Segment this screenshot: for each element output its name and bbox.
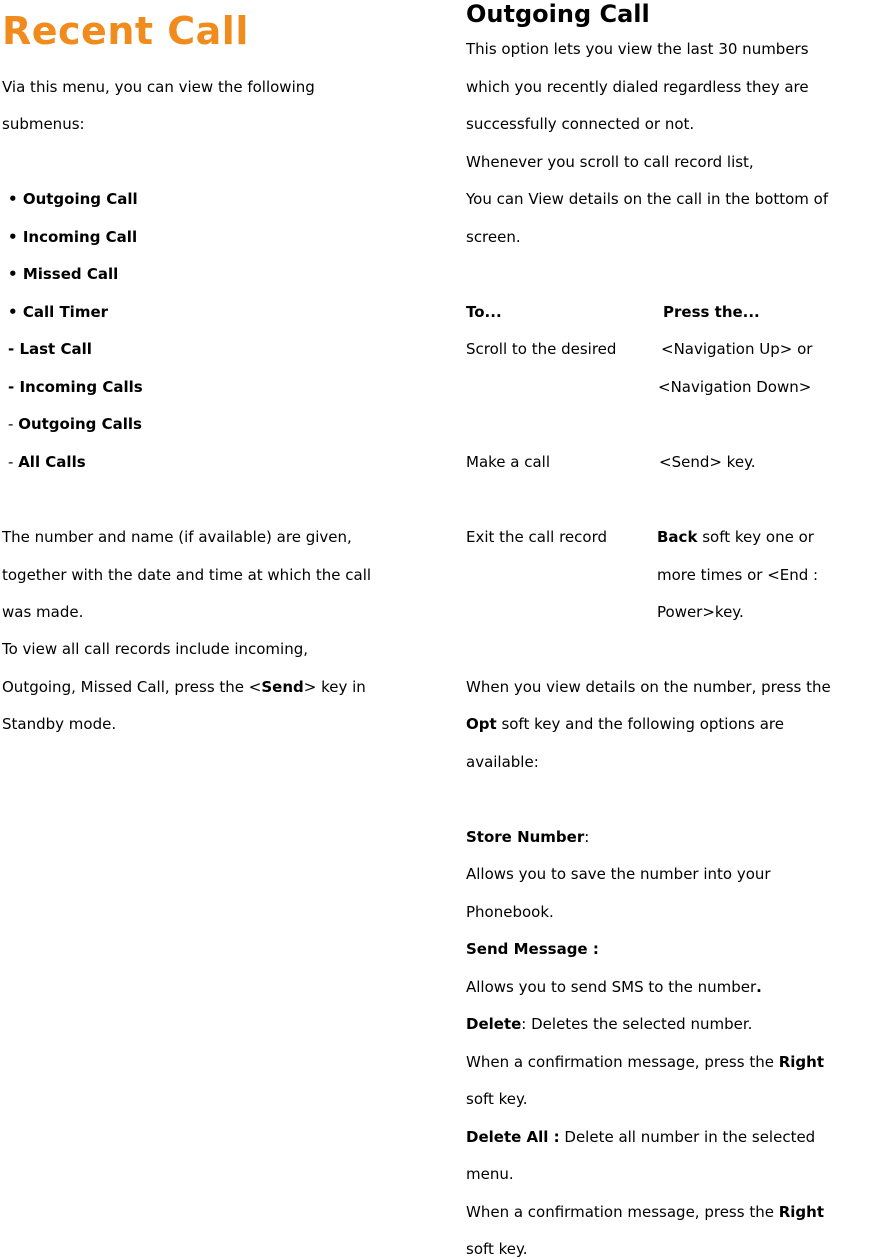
submenu-item-incoming: • Incoming Call xyxy=(8,228,138,246)
table-cell-key: <Navigation Down> xyxy=(658,378,812,396)
option-delete-all: Delete All : Delete all number in the selected xyxy=(466,1128,816,1146)
submenu-item-outgoing: • Outgoing Call xyxy=(8,190,138,208)
submenu-item-missed: • Missed Call xyxy=(8,265,119,283)
desc-line: This option lets you view the last 30 numbers xyxy=(466,40,809,58)
table-cell-key: Power>key. xyxy=(657,603,744,621)
desc-line: You can View details on the call in the bottom of xyxy=(466,190,829,208)
section-title: Outgoing Call xyxy=(466,0,650,28)
timer-item-incoming-calls: - Incoming Calls xyxy=(8,378,143,396)
table-cell-key: <Navigation Up> or xyxy=(661,340,813,358)
desc-line: Whenever you scroll to call record list, xyxy=(466,153,754,171)
intro-line: submenus: xyxy=(2,115,85,133)
option-desc: Allows you to save the number into your xyxy=(466,865,771,883)
timer-item-all-calls: - All Calls xyxy=(8,453,86,471)
option-store-number: Store Number: xyxy=(466,828,590,846)
options-line: available: xyxy=(466,753,539,771)
option-desc: Phonebook. xyxy=(466,903,554,921)
timer-item-last-call: - Last Call xyxy=(8,340,92,358)
option-desc: When a confirmation message, press the Right xyxy=(466,1203,824,1221)
options-line: Opt soft key and the following options are xyxy=(466,715,784,733)
paragraph-line: was made. xyxy=(2,603,84,621)
desc-line: screen. xyxy=(466,228,521,246)
desc-line: which you recently dialed regardless they are xyxy=(466,78,809,96)
option-desc: soft key. xyxy=(466,1240,528,1258)
table-cell-key: Back soft key one or xyxy=(657,528,814,546)
table-cell-action: Scroll to the desired xyxy=(466,340,617,358)
paragraph-line: The number and name (if available) are given, xyxy=(2,528,352,546)
option-desc: menu. xyxy=(466,1165,514,1183)
table-cell-action: Make a call xyxy=(466,453,551,471)
option-desc: When a confirmation message, press the Right xyxy=(466,1053,824,1071)
table-cell-key: <Send> key. xyxy=(659,453,756,471)
paragraph-line: Standby mode. xyxy=(2,715,117,733)
options-line: When you view details on the number, press the xyxy=(466,678,831,696)
paragraph-line: To view all call records include incoming, xyxy=(2,640,308,658)
paragraph-line: Outgoing, Missed Call, press the <Send> key in xyxy=(2,678,366,696)
intro-line: Via this menu, you can view the following xyxy=(2,78,315,96)
option-desc: soft key. xyxy=(466,1090,528,1108)
desc-line: successfully connected or not. xyxy=(466,115,695,133)
table-cell-key: more times or <End : xyxy=(657,566,819,584)
option-desc: Allows you to send SMS to the number. xyxy=(466,978,762,996)
paragraph-line: together with the date and time at which the call xyxy=(2,566,372,584)
option-delete: Delete: Deletes the selected number. xyxy=(466,1015,753,1033)
table-header-press: Press the... xyxy=(663,303,760,321)
timer-item-outgoing-calls: - Outgoing Calls xyxy=(8,415,142,433)
table-header-to: To... xyxy=(466,303,502,321)
submenu-item-call-timer: • Call Timer xyxy=(8,303,109,321)
page-title: Recent Call xyxy=(2,9,249,53)
option-send-message: Send Message : xyxy=(466,940,599,958)
table-cell-action: Exit the call record xyxy=(466,528,608,546)
